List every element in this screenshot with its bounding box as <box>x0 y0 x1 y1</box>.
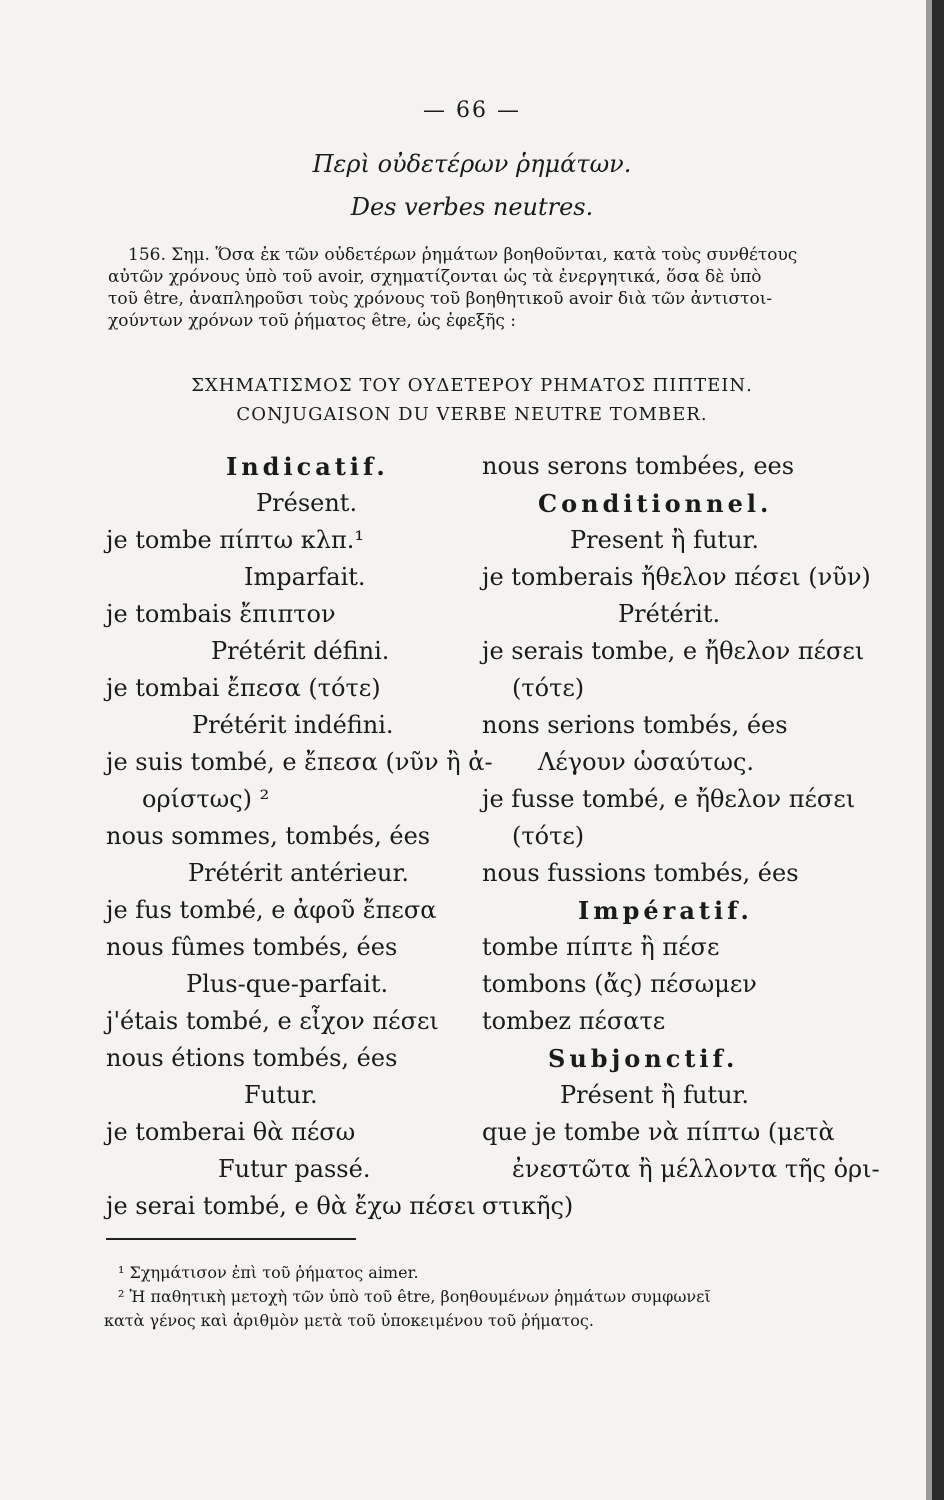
right-column <box>482 448 882 1225</box>
conjugation-line: je tombe πίπτω κλπ.¹ <box>106 526 364 554</box>
tense-heading: Futur passé. <box>218 1155 371 1183</box>
mood-heading: Impératif. <box>578 896 753 925</box>
conjugation-line: je fus tombé, e ἀφοῦ ἔπεσα <box>106 896 437 924</box>
conjugation-line: tombons (ἄς) πέσωμεν <box>482 970 757 998</box>
conjugation-line: nous serons tombées, ees <box>482 452 795 480</box>
conjugation-line: j'étais tombé, e εἶχον πέσει <box>106 1007 439 1035</box>
conjugation-heading-french: CONJUGAISON DU VERBE NEUTRE TOMBER. <box>236 404 708 425</box>
conjugation-line: je tombais ἔπιπτον <box>106 600 336 628</box>
footnote-2-continued: κατὰ γένος καὶ ἀριθμὸν μετὰ τοῦ ὑποκειμένου τοῦ ῥήματος. <box>104 1311 594 1330</box>
tense-heading: Plus-que-parfait. <box>186 970 389 998</box>
tense-heading: Prétérit indéfini. <box>192 711 394 739</box>
conjugation-line: je tombai ἔπεσα (τότε) <box>106 674 381 702</box>
page-edge <box>932 0 944 1500</box>
tense-heading: Prétérit. <box>618 600 721 628</box>
conjugation-line: je serai tombé, e θὰ ἔχω πέσει <box>106 1192 476 1220</box>
grammar-note <box>108 244 898 332</box>
conjugation-line: je tomberais ἤθελον πέσει (νῦν) <box>482 563 871 591</box>
footnote-1: ¹ Σχημάτισον ἐπὶ τοῦ ῥήματος aimer. <box>118 1263 419 1282</box>
conjugation-line: (τότε) <box>512 822 585 850</box>
tense-heading: Présent ἢ futur. <box>560 1081 749 1109</box>
section-title-greek: Περὶ οὐδετέρων ῥημάτων. <box>312 150 632 178</box>
conjugation-heading-greek: ΣΧΗΜΑΤΙΣΜΟΣ ΤΟΥ ΟΥΔΕΤΕΡΟΥ ΡΗΜΑΤΟΣ ΠΙΠΤΕΙΝ. <box>191 375 753 396</box>
conjugation-line: ἐνεστῶτα ἢ μέλλοντα τῆς ὁρι- <box>512 1155 880 1183</box>
note-line: τοῦ être, ἀναπληροῦσι τοὺς χρόνους τοῦ βοηθητικοῦ avoir διὰ τῶν ἀντιστοι- <box>108 289 773 309</box>
conjugation-line: que je tombe νὰ πίπτω (μετὰ <box>482 1118 835 1146</box>
conjugation-line: nous fûmes tombés, ées <box>106 933 398 961</box>
footnote-2: ² Ἡ παθητικὴ μετοχὴ τῶν ὑπὸ τοῦ être, βοηθουμένων ῥημάτων συμφωνεῖ <box>118 1287 711 1306</box>
conjugation-line: je serais tombe, e ἤθελον πέσει <box>482 637 865 665</box>
conjugation-line: je fusse tombé, e ἤθελον πέσει <box>482 785 856 813</box>
page-number: — 66 — <box>423 98 521 123</box>
conjugation-line: ορίστως) ² <box>142 785 270 813</box>
mood-heading: Conditionnel. <box>538 489 773 518</box>
conjugation-line: nous fussions tombés, ées <box>482 859 799 887</box>
note-line: 156. Σημ. Ὅσα ἐκ τῶν οὐδετέρων ῥημάτων βοηθοῦνται, κατὰ τοὺς συνθέτους <box>128 245 798 265</box>
conjugation-line: Λέγουν ὡσαύτως. <box>538 748 755 776</box>
mood-heading: Subjonctif. <box>548 1044 739 1073</box>
tense-heading: Prétérit antérieur. <box>188 859 409 887</box>
tense-heading: Futur. <box>244 1081 318 1109</box>
note-line: χούντων χρόνων τοῦ ῥήματος être, ὡς ἐφεξῆς : <box>108 311 517 331</box>
tense-heading: Prétérit défini. <box>211 637 390 665</box>
conjugation-line: tombe πίπτε ἢ πέσε <box>482 933 720 961</box>
tense-heading: Présent. <box>256 489 358 517</box>
note-line: αὐτῶν χρόνους ὑπὸ τοῦ avoir, σχηματίζονται ὡς τὰ ἐνεργητικά, ὅσα δὲ ὑπὸ <box>108 267 762 287</box>
conjugation-line: nous étions tombés, ées <box>106 1044 398 1072</box>
conjugation-line: στικῆς) <box>482 1192 574 1220</box>
conjugation-line: nons serions tombés, ées <box>482 711 788 739</box>
tense-heading: Present ἢ futur. <box>570 526 759 554</box>
conjugation-line: je suis tombé, e ἔπεσα (νῦν ἢ ἀ- <box>106 748 493 776</box>
conjugation-line: je tomberai θὰ πέσω <box>106 1118 356 1146</box>
left-column <box>106 448 493 1225</box>
section-title-french: Des verbes neutres. <box>350 193 594 221</box>
conjugation-line: tombez πέσατε <box>482 1007 666 1035</box>
footnote-rule <box>106 1238 356 1240</box>
tense-heading: Imparfait. <box>244 563 366 591</box>
mood-heading: Indicatif. <box>226 452 389 481</box>
conjugation-line: (τότε) <box>512 674 585 702</box>
conjugation-line: nous sommes, tombés, ées <box>106 822 431 850</box>
